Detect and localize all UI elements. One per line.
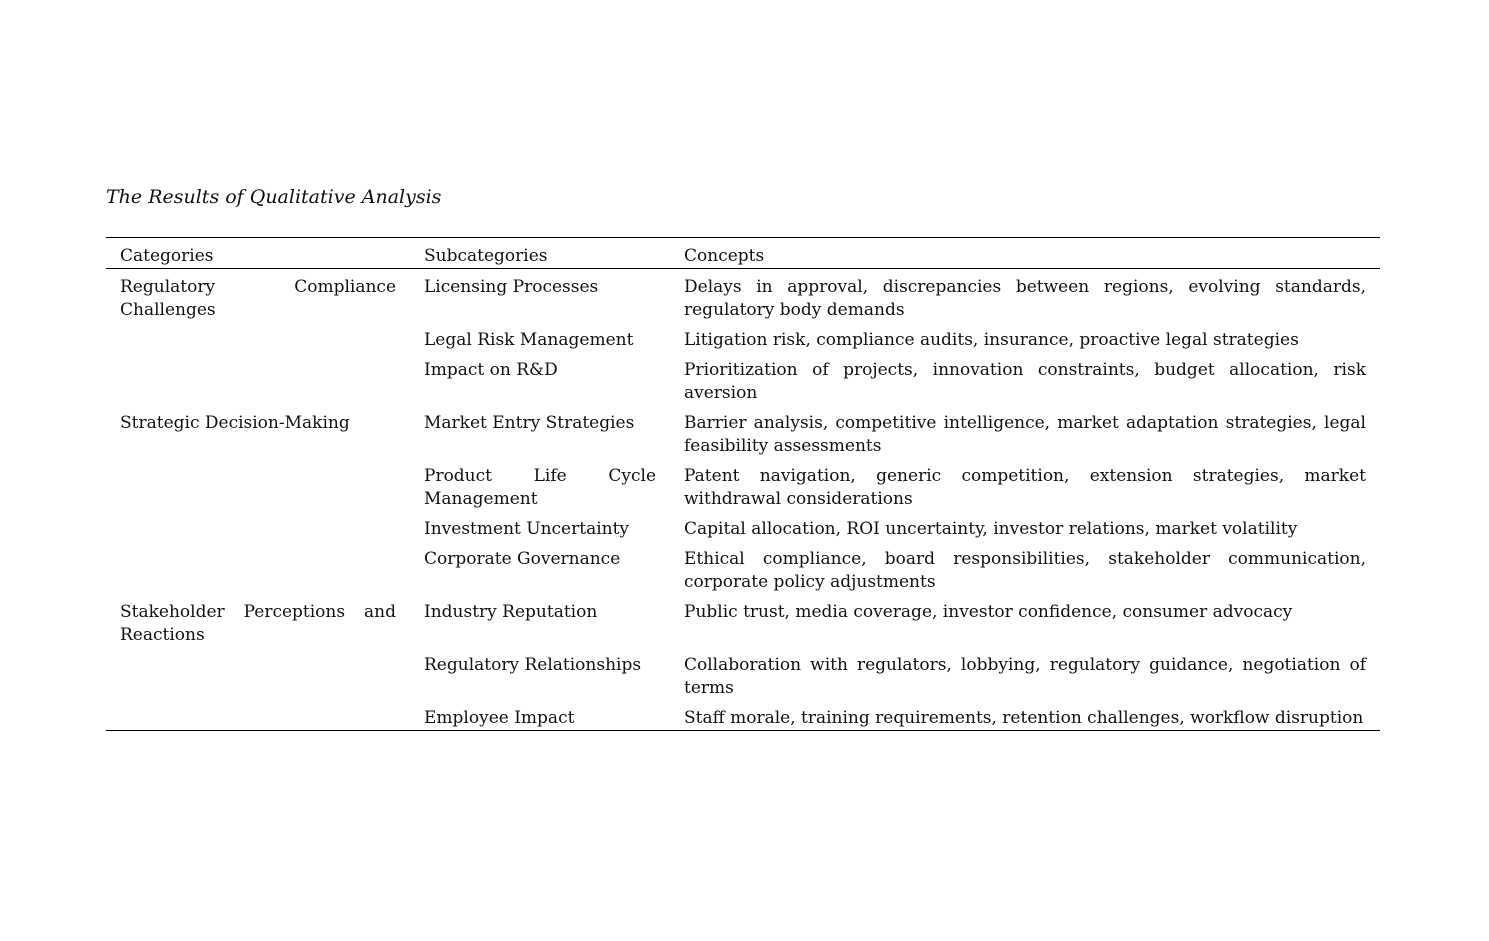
category-cell xyxy=(106,647,410,700)
category-cell xyxy=(106,352,410,405)
table-row xyxy=(106,405,1380,458)
header-subcategories: Subcategories xyxy=(410,238,670,269)
table-row xyxy=(106,352,1380,405)
category-cell: Regulatory Compliance Challenges xyxy=(120,277,396,320)
subcategory-cell: Impact on R&D xyxy=(424,360,558,380)
subcategory-cell: Product Life Cycle Management xyxy=(424,466,656,509)
concepts-cell: Prioritization of projects, innovation constraints, budget allocation, risk aversion xyxy=(684,360,1366,403)
subcategory-cell: Market Entry Strategies xyxy=(424,413,635,433)
table-row xyxy=(106,511,1380,541)
subcategory-cell: Regulatory Relationships xyxy=(424,655,642,675)
table-row xyxy=(106,541,1380,594)
subcategory-cell: Investment Uncertainty xyxy=(424,519,630,539)
subcategory-cell: Legal Risk Management xyxy=(424,330,634,350)
header-concepts: Concepts xyxy=(670,238,1380,269)
table-row xyxy=(106,647,1380,700)
concepts-cell: Patent navigation, generic competition, extension strategies, market withdrawal considerations xyxy=(684,466,1366,509)
table-row xyxy=(106,594,1380,647)
table-body xyxy=(106,269,1380,731)
table-row xyxy=(106,458,1380,511)
table-row xyxy=(106,269,1380,323)
header-row xyxy=(106,238,1380,269)
category-cell xyxy=(106,700,410,731)
concepts-cell: Collaboration with regulators, lobbying, regulatory guidance, negotiation of terms xyxy=(684,655,1366,698)
concepts-cell: Ethical compliance, board responsibilities, stakeholder communication, corporate policy adjustments xyxy=(684,549,1366,592)
category-cell xyxy=(106,322,410,352)
subcategory-cell: Corporate Governance xyxy=(424,549,621,569)
table-header xyxy=(106,238,1380,269)
category-cell xyxy=(106,511,410,541)
subcategory-cell: Licensing Processes xyxy=(424,277,599,297)
concepts-cell: Staff morale, training requirements, retention challenges, workflow disruption xyxy=(684,708,1364,728)
header-categories: Categories xyxy=(106,238,410,269)
category-cell: Strategic Decision-Making xyxy=(120,413,350,433)
table-row xyxy=(106,700,1380,731)
subcategory-cell: Industry Reputation xyxy=(424,602,598,622)
concepts-cell: Capital allocation, ROI uncertainty, investor relations, market volatility xyxy=(684,519,1298,539)
table-caption: The Results of Qualitative Analysis xyxy=(106,186,442,208)
category-cell xyxy=(106,541,410,594)
concepts-cell: Delays in approval, discrepancies between regions, evolving standards, regulatory body demands xyxy=(684,277,1366,320)
table-row xyxy=(106,322,1380,352)
subcategory-cell: Employee Impact xyxy=(424,708,575,728)
category-cell: Stakeholder Perceptions and Reactions xyxy=(120,602,396,645)
concepts-cell: Public trust, media coverage, investor confidence, consumer advocacy xyxy=(684,602,1293,622)
concepts-cell: Barrier analysis, competitive intelligence, market adaptation strategies, legal feasibility assessments xyxy=(684,413,1366,456)
category-cell xyxy=(106,458,410,511)
results-table xyxy=(106,237,1380,731)
concepts-cell: Litigation risk, compliance audits, insurance, proactive legal strategies xyxy=(684,330,1299,350)
